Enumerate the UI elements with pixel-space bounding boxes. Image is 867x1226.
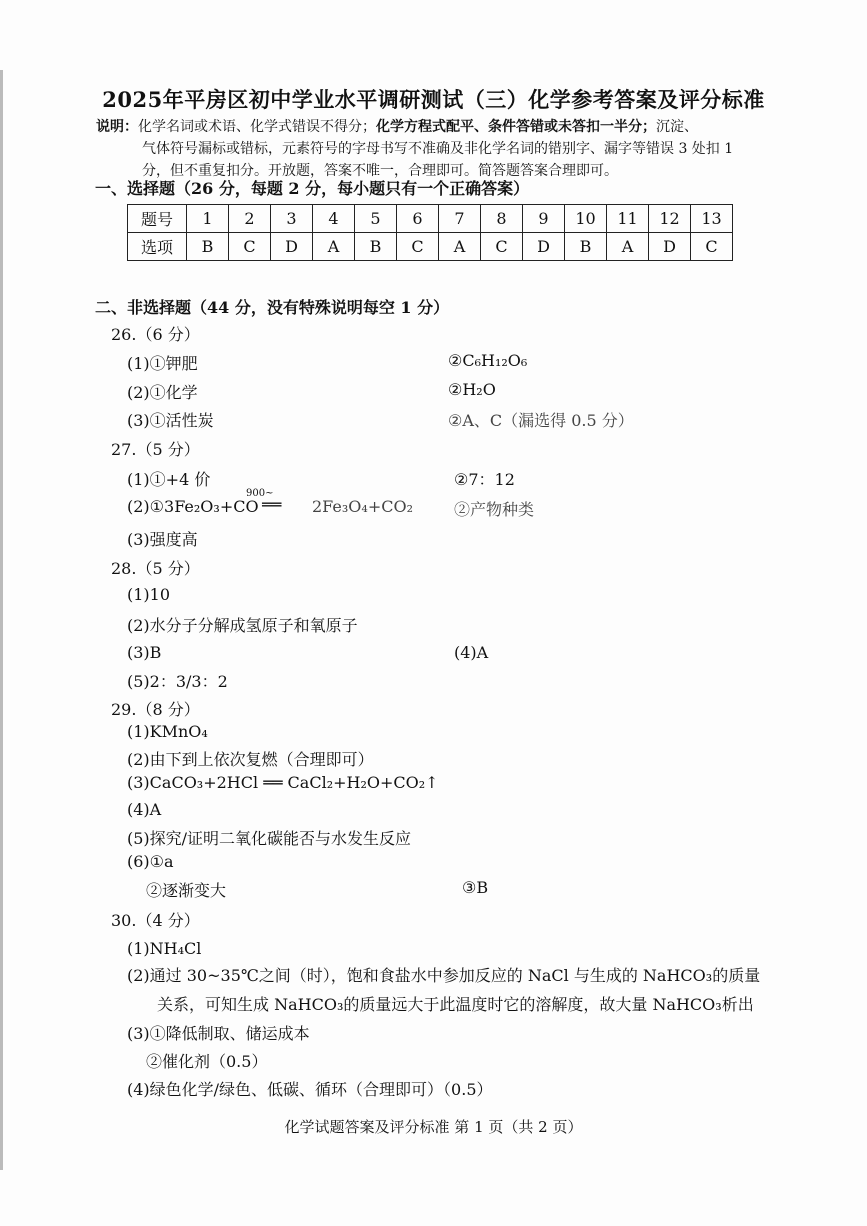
note-line2: 气体符号漏标或错标，元素符号的字母书写不准确及非化学名词的错别字、漏字等错误 3 处扣 1: [142, 141, 734, 157]
q29-answer-1: (1)KMnO₄: [127, 722, 208, 741]
note-part3: 沉淀、: [656, 119, 698, 135]
table-cell: 8: [481, 205, 523, 233]
q26-answer-1b: ②C₆H₁₂O₆: [448, 351, 528, 370]
q30-answer-1: (1)NH₄Cl: [127, 939, 202, 958]
equation-equals: ══: [262, 495, 282, 514]
section2-heading: 二、非选择题（44 分，没有特殊说明每空 1 分）: [95, 298, 450, 317]
table-cell: A: [607, 233, 649, 261]
table-cell: A: [439, 233, 481, 261]
reaction-condition: 900~: [246, 488, 274, 499]
table-cell: A: [313, 233, 355, 261]
note-part2: 化学方程式配平、条件答错或未答扣一半分；: [376, 119, 656, 135]
q28-answer-5: (5)2：3/3：2: [127, 672, 228, 691]
table-cell: 4: [313, 205, 355, 233]
table-cell: 13: [691, 205, 733, 233]
table-cell: 6: [397, 205, 439, 233]
q29-answer-6: (6)①a: [127, 852, 174, 871]
table-cell: 5: [355, 205, 397, 233]
table-cell: D: [271, 233, 313, 261]
page-title: 2025年平房区初中学业水平调研测试（三）化学参考答案及评分标准: [102, 87, 765, 112]
note-label: 说明：: [96, 119, 138, 135]
table-cell: C: [481, 233, 523, 261]
q30-answer-3b: ②催化剂（0.5）: [146, 1052, 268, 1071]
left-margin-line: [0, 70, 3, 1170]
q29-answer-6c: ③B: [462, 878, 489, 897]
q28-answer-2: (2)水分子分解成氢原子和氧原子: [127, 616, 358, 635]
table-cell: B: [565, 233, 607, 261]
table-cell: 12: [649, 205, 691, 233]
choice-answer-table: [127, 204, 733, 261]
q29-answer-3: (3)CaCO₃+2HCl ══ CaCl₂+H₂O+CO₂↑: [127, 773, 439, 792]
q26-heading: 26.（6 分）: [111, 325, 200, 344]
table-cell: B: [355, 233, 397, 261]
q30-heading: 30.（4 分）: [111, 911, 200, 930]
q30-answer-3a: (3)①降低制取、储运成本: [127, 1024, 310, 1043]
q30-answer-2-cont: 关系，可知生成 NaHCO₃的质量远大于此温度时它的溶解度，故大量 NaHCO₃析出: [157, 995, 754, 1014]
table-cell: C: [397, 233, 439, 261]
table-cell: 9: [523, 205, 565, 233]
table-cell: C: [229, 233, 271, 261]
q28-heading: 28.（5 分）: [111, 559, 200, 578]
table-cell: 1: [187, 205, 229, 233]
table-cell: 2: [229, 205, 271, 233]
q26-answer-3a: (3)①活性炭: [127, 411, 214, 430]
q26-answer-2b: ②H₂O: [448, 380, 496, 399]
q28-answer-1: (1)10: [127, 585, 171, 604]
table-cell: B: [187, 233, 229, 261]
q27-answer-2b: ②产物种类: [454, 500, 535, 519]
q27-answer-1a: (1)①+4 价: [127, 470, 211, 489]
table-cell: D: [523, 233, 565, 261]
q26-answer-3b: ②A、C（漏选得 0.5 分）: [448, 411, 634, 430]
q29-heading: 29.（8 分）: [111, 700, 200, 719]
q27-heading: 27.（5 分）: [111, 440, 200, 459]
q27-answer-2a: (2)①3Fe₂O₃+CO: [127, 497, 259, 516]
table-row-numbers: [128, 205, 733, 233]
scoring-note: [96, 116, 776, 182]
q29-answer-4: (4)A: [127, 800, 162, 819]
table-header-answer: 选项: [128, 233, 187, 261]
table-cell: 11: [607, 205, 649, 233]
q29-answer-5: (5)探究/证明二氧化碳能否与水发生反应: [127, 829, 412, 848]
table-cell: 10: [565, 205, 607, 233]
q27-equation-products: 2Fe₃O₄+CO₂: [312, 497, 413, 516]
q29-answer-2: (2)由下到上依次复燃（合理即可）: [127, 750, 374, 769]
q28-answer-4: (4)A: [454, 643, 489, 662]
table-cell: 3: [271, 205, 313, 233]
q29-answer-6b: ②逐渐变大: [146, 881, 227, 900]
q26-answer-1a: (1)①钾肥: [127, 354, 198, 373]
note-part1: 化学名词或术语、化学式错误不得分；: [138, 119, 376, 135]
table-cell: 7: [439, 205, 481, 233]
q30-answer-4: (4)绿色化学/绿色、低碳、循环（合理即可）（0.5）: [127, 1080, 493, 1099]
q28-answer-3: (3)B: [127, 643, 162, 662]
q27-answer-1b: ②7：12: [454, 470, 515, 489]
q27-answer-3a: (3)强度高: [127, 530, 198, 549]
note-line3: 分，但不重复扣分。开放题，答案不唯一，合理即可。简答题答案合理即可。: [142, 163, 618, 179]
table-header-number: 题号: [128, 205, 187, 233]
table-cell: C: [691, 233, 733, 261]
page-footer: 化学试题答案及评分标准 第 1 页（共 2 页）: [284, 1118, 583, 1136]
table-row-answers: [128, 233, 733, 261]
section1-heading: 一、选择题（26 分，每题 2 分，每小题只有一个正确答案）: [95, 179, 530, 198]
table-cell: D: [649, 233, 691, 261]
q30-answer-2: (2)通过 30~35℃之间（时），饱和食盐水中参加反应的 NaCl 与生成的 NaHCO₃的质量: [127, 966, 761, 985]
q26-answer-2a: (2)①化学: [127, 383, 198, 402]
